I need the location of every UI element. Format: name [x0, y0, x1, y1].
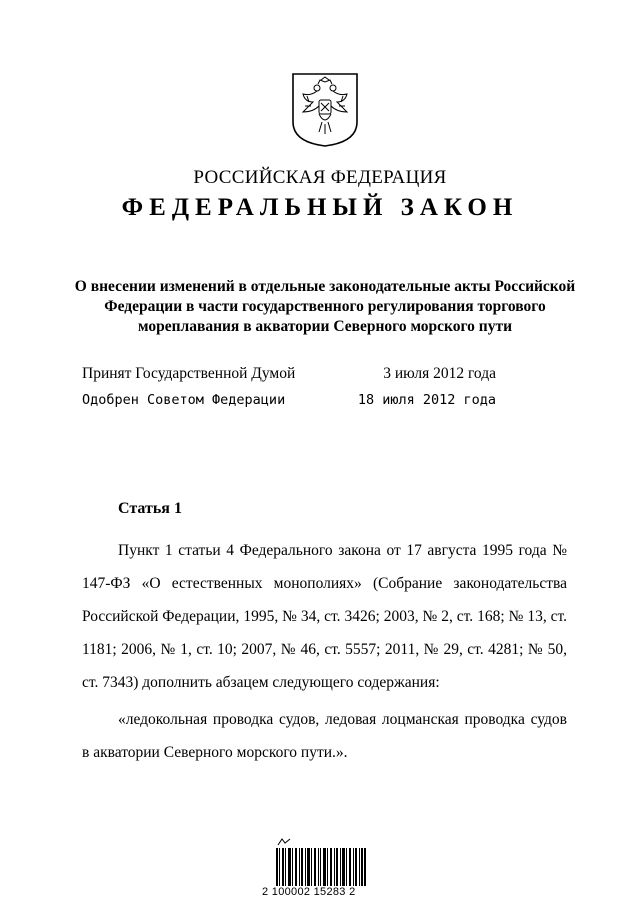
article-paragraph: Пункт 1 статьи 4 Федерального закона от 17 августа 1995 года № 147-ФЗ «О естественных монополиях» (Собрание законодательства Российской Федерации, 1995, № 34, ст. 3426; 2003, № 2, ст. 168; № 13, ст. 1181; 2006, № 1, ст. 10; 2007, № 46, ст. 5557; 2011, № 29, ст. 4281; № 50, ст. 7343) дополнить абзацем следующего содержания: [82, 542, 567, 691]
article-heading: Статья 1 [118, 500, 182, 517]
article-paragraph: «ледокольная проводка судов, ледовая лоцманская проводка судов в акватории Северного морского пути.». [82, 711, 567, 761]
adoption-council-date: 18 июля 2012 года [357, 392, 496, 408]
barcode-number: 2 100002 15283 2 [262, 886, 356, 898]
coat-of-arms-emblem [291, 72, 359, 148]
adoption-duma-date: 3 июля 2012 года [383, 365, 496, 382]
barcode-icon [276, 848, 366, 886]
law-type-heading: ФЕДЕРАЛЬНЫЙ ЗАКОН [121, 194, 519, 221]
barcode-mark-icon [277, 838, 291, 846]
adoption-council-label: Одобрен Советом Федерации [82, 392, 286, 408]
law-title: О внесении изменений в отдельные законодательные акты Российской Федерации в части государственного регулирования торгового мореплавания в акватории Северного морского пути [74, 278, 576, 335]
adoption-duma-label: Принят Государственной Думой [82, 365, 296, 382]
document-footer [260, 838, 380, 898]
country-heading: РОССИЙСКАЯ ФЕДЕРАЦИЯ [193, 167, 447, 188]
